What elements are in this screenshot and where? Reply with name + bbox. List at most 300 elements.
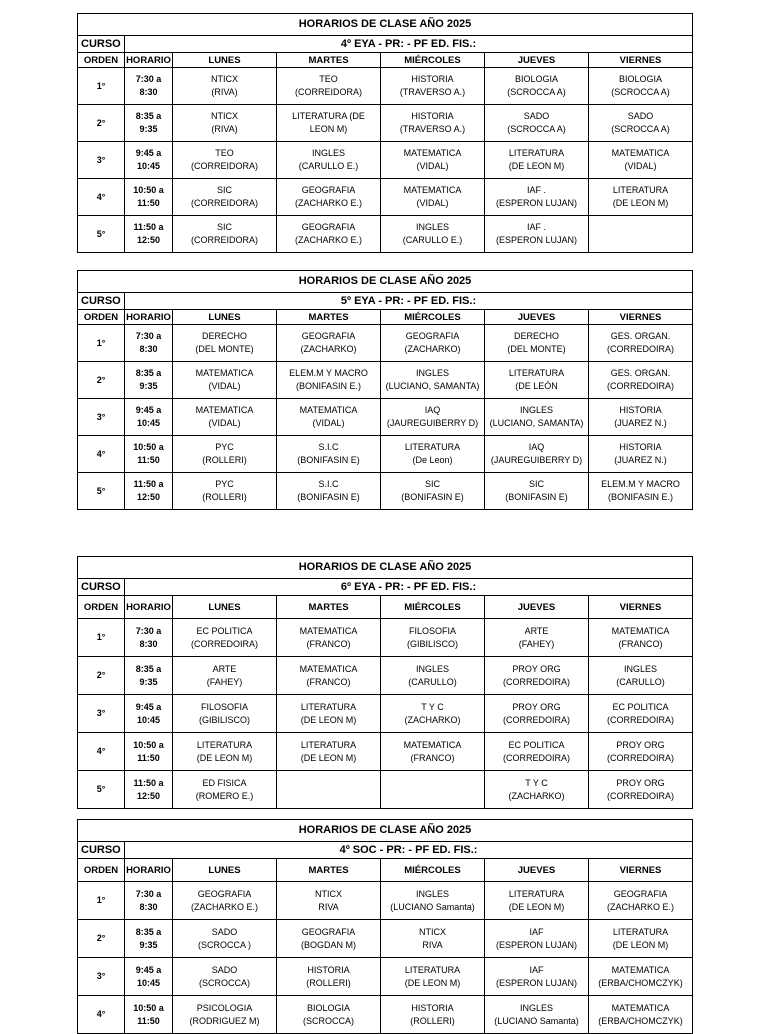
class-cell — [485, 399, 589, 436]
teacher-name: (SCROCCA) — [303, 1015, 354, 1026]
subject-name: ARTE — [524, 625, 549, 636]
class-cell — [173, 399, 277, 436]
time-start: 9:45 a — [135, 701, 162, 712]
teacher-name: (CORREDOIRA) — [607, 752, 675, 763]
subject-name: PROY ORG — [512, 701, 561, 712]
subject-name: LITERATURA (DE — [292, 111, 365, 121]
schedule-table-2 — [77, 270, 692, 510]
class-cell — [277, 68, 381, 105]
period-number: 3° — [78, 958, 125, 996]
period-row — [78, 920, 693, 958]
class-cell — [381, 771, 485, 809]
class-cell — [277, 619, 381, 657]
class-cell — [589, 362, 693, 399]
class-cell — [589, 68, 693, 105]
class-cell — [381, 733, 485, 771]
subject-name: MATEMATICA — [299, 625, 358, 636]
teacher-name: (JAUREGUIBERRY D) — [490, 455, 583, 465]
class-cell — [485, 436, 589, 473]
teacher-name: (CORREDOIRA) — [503, 714, 570, 725]
class-cell — [485, 920, 589, 958]
class-cell — [173, 733, 277, 771]
time-end: 8:30 — [139, 87, 158, 97]
period-time — [125, 771, 173, 809]
subject-name: MATEMATICA — [195, 368, 254, 378]
subject-name: LITERATURA — [612, 185, 669, 195]
subject-name: BIOLOGIA — [514, 74, 558, 84]
period-number: 5° — [78, 771, 125, 809]
class-cell — [173, 362, 277, 399]
teacher-name: (CORREDOIRA) — [607, 790, 675, 801]
period-time — [125, 695, 173, 733]
column-header: LUNES — [173, 53, 277, 68]
teacher-name: (CARULLO) — [408, 676, 457, 687]
subject-name: LITERATURA — [404, 964, 461, 975]
header-row — [78, 53, 693, 68]
subject-name: HISTORIA — [619, 405, 662, 415]
class-cell — [485, 958, 589, 996]
subject-name: SADO — [211, 964, 238, 975]
subject-name: S.I.C — [318, 442, 339, 452]
subject-name: GEOGRAFIA — [405, 331, 460, 341]
period-number: 1° — [78, 619, 125, 657]
subject-name: PYC — [215, 479, 234, 489]
subject-name: MATEMATICA — [299, 405, 358, 415]
period-time — [125, 882, 173, 920]
class-cell — [277, 362, 381, 399]
class-cell — [589, 733, 693, 771]
teacher-name: (CORREDOIRA) — [191, 638, 258, 649]
time-end: 12:50 — [136, 235, 161, 245]
class-cell — [277, 179, 381, 216]
subject-name: INGLES — [415, 222, 449, 232]
teacher-name: (CARULLO E.) — [402, 235, 463, 245]
subject-name: HISTORIA — [619, 442, 662, 452]
period-time — [125, 958, 173, 996]
class-cell — [381, 399, 485, 436]
column-header: HORARIO — [126, 54, 171, 66]
column-header: ORDEN — [78, 53, 125, 68]
teacher-name: (ZACHARKO) — [404, 714, 461, 725]
teacher-name: (LUCIANO, SAMANTA) — [385, 381, 480, 391]
column-header: LUNES — [173, 310, 277, 325]
period-time — [125, 996, 173, 1034]
teacher-name: (TRAVERSO A.) — [399, 124, 466, 134]
teacher-name: (ZACHARKO) — [300, 344, 357, 354]
class-cell — [277, 473, 381, 510]
subject-name: MATEMATICA — [611, 148, 670, 158]
teacher-name: (RIVA) — [211, 124, 238, 134]
title-row — [78, 557, 693, 579]
period-time — [125, 473, 173, 510]
subject-name: GEOGRAFIA — [301, 185, 356, 195]
subject-name: PROY ORG — [616, 739, 665, 750]
teacher-name: (SCROCCA) — [199, 977, 250, 988]
teacher-name: (ESPERON LUJAN) — [495, 235, 577, 245]
period-number: 4° — [78, 733, 125, 771]
teacher-name: (ZACHARKO) — [404, 344, 461, 354]
period-row — [78, 473, 693, 510]
teacher-name: (CORREDOIRA) — [607, 714, 675, 725]
class-cell — [173, 657, 277, 695]
period-number: 3° — [78, 695, 125, 733]
teacher-name: (BONIFASIN E) — [505, 492, 568, 502]
time-start: 8:35 a — [135, 111, 162, 121]
class-cell — [173, 105, 277, 142]
period-number: 1° — [78, 882, 125, 920]
class-cell — [485, 105, 589, 142]
column-header: LUNES — [173, 596, 277, 619]
teacher-name: (VIDAL) — [208, 381, 241, 391]
curso-label: CURSO — [78, 293, 125, 310]
column-header: HORARIO — [125, 859, 173, 882]
subject-name: PROY ORG — [512, 663, 561, 674]
class-cell — [381, 216, 485, 253]
subject-name: NTICX — [315, 888, 342, 899]
subject-name: MATEMATICA — [611, 1002, 670, 1013]
subject-name: IAF — [529, 926, 544, 937]
class-cell — [485, 882, 589, 920]
class-cell — [589, 958, 693, 996]
class-cell — [381, 958, 485, 996]
subject-name: GEOGRAFIA — [613, 888, 668, 899]
column-header: VIERNES — [589, 310, 693, 325]
subject-name: LITERATURA — [612, 926, 669, 937]
period-row — [78, 958, 693, 996]
curso-value: 4º SOC - PR: - PF ED. FIS.: — [125, 842, 693, 859]
class-cell — [277, 105, 381, 142]
class-cell — [277, 657, 381, 695]
teacher-name: (ZACHARKO E.) — [607, 901, 675, 912]
class-cell — [381, 105, 485, 142]
class-cell — [485, 473, 589, 510]
time-start: 11:50 a — [133, 222, 164, 232]
teacher-name: (FRANCO) — [306, 638, 351, 649]
period-row — [78, 216, 693, 253]
class-cell — [485, 619, 589, 657]
column-header: VIERNES — [589, 596, 693, 619]
teacher-name: (BONIFASIN E) — [401, 492, 464, 502]
period-time — [125, 657, 173, 695]
column-header: MARTES — [277, 53, 381, 68]
schedule-table-3 — [77, 556, 692, 809]
teacher-name: (LUCIANO Samanta) — [494, 1015, 579, 1026]
time-start: 7:30 a — [135, 331, 162, 341]
teacher-name: (VIDAL) — [416, 161, 449, 171]
teacher-name: (CORREDOIRA) — [607, 381, 675, 391]
time-start: 10:50 a — [133, 185, 164, 195]
teacher-name: (ERBA/CHOMCZYK) — [598, 977, 683, 988]
teacher-name: (VIDAL) — [208, 418, 241, 428]
class-cell — [173, 436, 277, 473]
subject-name: LITERATURA — [300, 701, 357, 712]
teacher-name: (SCROCCA A) — [611, 124, 670, 134]
schedule-title: HORARIOS DE CLASE AÑO 2025 — [78, 557, 693, 579]
subject-name: MATEMATICA — [611, 625, 670, 636]
teacher-name: (FAHEY) — [206, 676, 243, 687]
schedule-table-1 — [77, 13, 692, 253]
subject-name: ED FISICA — [202, 777, 247, 788]
class-cell — [381, 695, 485, 733]
subject-name: MATEMATICA — [403, 148, 462, 158]
time-end: 10:45 — [136, 714, 161, 725]
class-cell — [485, 142, 589, 179]
period-time — [125, 68, 173, 105]
teacher-name: (FRANCO) — [306, 676, 351, 687]
curso-value: 4º EYA - PR: - PF ED. FIS.: — [125, 36, 693, 53]
period-number: 5° — [78, 216, 125, 253]
class-cell — [381, 68, 485, 105]
teacher-name: (BONIFASIN E.) — [608, 492, 674, 502]
timetable — [77, 819, 693, 1034]
subject-name: MATEMATICA — [403, 185, 462, 195]
subject-name: FILOSOFIA — [408, 625, 456, 636]
subject-name: INGLES — [415, 368, 449, 378]
teacher-name: (ESPERON LUJAN) — [495, 939, 577, 950]
subject-name: MATEMATICA — [299, 663, 358, 674]
class-cell — [277, 695, 381, 733]
class-cell — [381, 657, 485, 695]
subject-name: INGLES — [519, 405, 553, 415]
teacher-name: (BONIFASIN E) — [297, 455, 360, 465]
class-cell — [381, 473, 485, 510]
period-time — [125, 436, 173, 473]
class-cell — [381, 882, 485, 920]
subject-name: GEOGRAFIA — [301, 222, 356, 232]
column-header: HORARIO — [126, 311, 171, 323]
teacher-name: (DE LEON M) — [612, 939, 669, 950]
subject-name: GEOGRAFIA — [197, 888, 252, 899]
teacher-name: (DE LEON M) — [196, 752, 253, 763]
class-cell — [173, 142, 277, 179]
teacher-name: (ZACHARKO E.) — [190, 901, 258, 912]
class-cell — [485, 771, 589, 809]
teacher-name: (ZACHARKO) — [508, 790, 565, 801]
teacher-name: (ROLLERI) — [410, 1015, 455, 1026]
class-cell — [277, 733, 381, 771]
teacher-name: (RODRIGUEZ M) — [189, 1015, 260, 1026]
timetable — [77, 270, 693, 510]
teacher-name: (GIBILISCO) — [198, 714, 250, 725]
class-cell — [277, 996, 381, 1034]
curso-row — [78, 293, 693, 310]
subject-name: SADO — [523, 111, 550, 121]
class-cell — [589, 657, 693, 695]
subject-name: HISTORIA — [411, 74, 454, 84]
class-cell — [173, 216, 277, 253]
teacher-name: (ROLLERI) — [202, 455, 247, 465]
class-cell — [277, 958, 381, 996]
teacher-name: (DE LEON M) — [508, 161, 565, 171]
teacher-name: (DE LEÓN — [515, 381, 558, 391]
subject-name: INGLES — [415, 888, 449, 899]
time-start: 9:45 a — [135, 964, 162, 975]
time-start: 11:50 a — [133, 479, 164, 489]
class-cell — [277, 399, 381, 436]
subject-name: ARTE — [212, 663, 237, 674]
column-header: JUEVES — [485, 596, 589, 619]
column-header: MIÉRCOLES — [381, 53, 485, 68]
period-row — [78, 179, 693, 216]
teacher-name: (VIDAL) — [416, 198, 449, 208]
class-cell — [485, 216, 589, 253]
teacher-name: (JUAREZ N.) — [614, 455, 667, 465]
teacher-name: (ERBA/CHOMCZYK) — [598, 1015, 683, 1026]
teacher-name: (DE LEON M) — [612, 198, 669, 208]
period-number: 1° — [78, 325, 125, 362]
column-header: MIÉRCOLES — [381, 596, 485, 619]
class-cell — [485, 68, 589, 105]
period-time — [125, 733, 173, 771]
period-time — [125, 325, 173, 362]
class-cell — [173, 473, 277, 510]
teacher-name: (CARULLO E.) — [298, 161, 359, 171]
column-header: VIERNES — [589, 53, 693, 68]
period-number: 4° — [78, 996, 125, 1034]
subject-name: IAQ — [424, 405, 441, 415]
title-row — [78, 14, 693, 36]
teacher-name: (CORREIDORA) — [191, 235, 258, 245]
class-cell — [589, 882, 693, 920]
class-cell — [485, 179, 589, 216]
teacher-name: (BOGDAN M) — [301, 939, 356, 950]
subject-name: TEO — [215, 148, 234, 158]
subject-name: SIC — [216, 185, 232, 195]
column-header: MARTES — [277, 859, 381, 882]
teacher-name: (SCROCCA A) — [611, 87, 670, 97]
timetable — [77, 13, 693, 253]
class-cell — [173, 619, 277, 657]
time-start: 7:30 a — [135, 625, 162, 636]
teacher-name: (CORREDOIRA) — [503, 752, 570, 763]
curso-label: CURSO — [78, 579, 125, 596]
subject-name: EC POLITICA — [508, 739, 565, 750]
teacher-name: (ZACHARKO E.) — [294, 235, 362, 245]
teacher-name: (ROMERO E.) — [195, 790, 254, 801]
teacher-name: (ESPERON LUJAN) — [495, 977, 577, 988]
subject-name: SADO — [627, 111, 654, 121]
subject-name: IAF — [529, 964, 544, 975]
period-number: 5° — [78, 473, 125, 510]
subject-name: LITERATURA — [508, 148, 565, 158]
curso-label: CURSO — [78, 36, 125, 53]
subject-name: FILOSOFIA — [200, 701, 248, 712]
period-row — [78, 996, 693, 1034]
time-end: 8:30 — [139, 901, 158, 912]
time-start: 9:45 a — [135, 405, 162, 415]
subject-name: GES. ORGAN. — [610, 331, 671, 341]
teacher-name: RIVA — [422, 939, 443, 950]
period-row — [78, 695, 693, 733]
teacher-name: (JAUREGUIBERRY D) — [386, 418, 479, 428]
subject-name: GEOGRAFIA — [301, 331, 356, 341]
period-time — [125, 362, 173, 399]
curso-value: 6º EYA - PR: - PF ED. FIS.: — [125, 579, 693, 596]
subject-name: ELEM.M Y MACRO — [289, 368, 368, 378]
curso-row — [78, 36, 693, 53]
subject-name: DERECHO — [513, 331, 559, 341]
teacher-name: (De Leon) — [412, 455, 453, 465]
class-cell — [589, 436, 693, 473]
time-start: 11:50 a — [133, 777, 164, 788]
class-cell — [589, 996, 693, 1034]
time-start: 10:50 a — [133, 739, 164, 750]
period-number: 2° — [78, 362, 125, 399]
subject-name: NTICX — [419, 926, 446, 937]
subject-name: LITERATURA — [196, 739, 253, 750]
class-cell — [277, 325, 381, 362]
period-time — [125, 216, 173, 253]
subject-name: T Y C — [421, 701, 444, 712]
period-row — [78, 619, 693, 657]
class-cell — [381, 142, 485, 179]
period-row — [78, 436, 693, 473]
time-end: 9:35 — [139, 124, 158, 134]
teacher-name: (SCROCCA A) — [507, 124, 566, 134]
class-cell — [381, 436, 485, 473]
teacher-name: (RIVA) — [211, 87, 238, 97]
column-header: MARTES — [277, 596, 381, 619]
time-end: 9:35 — [139, 676, 158, 687]
time-end: 11:50 — [137, 1015, 160, 1026]
teacher-name: (CORREIDORA) — [191, 198, 258, 208]
period-row — [78, 325, 693, 362]
period-time — [125, 179, 173, 216]
teacher-name: (FRANCO) — [618, 638, 663, 649]
column-header: HORARIO — [125, 596, 173, 619]
period-number: 2° — [78, 657, 125, 695]
period-row — [78, 362, 693, 399]
teacher-name: (JUAREZ N.) — [614, 418, 667, 428]
subject-name: INGLES — [624, 663, 658, 674]
teacher-name: (GIBILISCO) — [406, 638, 458, 649]
class-cell — [589, 619, 693, 657]
time-start: 10:50 a — [133, 442, 164, 452]
teacher-name: (CARULLO) — [616, 676, 665, 687]
class-cell — [589, 105, 693, 142]
subject-name: LITERATURA — [508, 888, 565, 899]
time-end: 8:30 — [139, 638, 158, 649]
subject-name: HISTORIA — [411, 111, 454, 121]
subject-name: GES. ORGAN. — [610, 368, 671, 378]
teacher-name: (SCROCCA ) — [197, 939, 251, 950]
subject-name: SADO — [211, 926, 238, 937]
teacher-name: (TRAVERSO A.) — [399, 87, 466, 97]
class-cell — [485, 362, 589, 399]
class-cell — [277, 771, 381, 809]
time-end: 10:45 — [136, 418, 161, 428]
subject-name: NTICX — [211, 111, 238, 121]
class-cell — [381, 179, 485, 216]
class-cell — [485, 996, 589, 1034]
teacher-name: (DE LEON M) — [508, 901, 565, 912]
period-number: 3° — [78, 142, 125, 179]
subject-name: SIC — [528, 479, 544, 489]
class-cell — [381, 996, 485, 1034]
curso-row — [78, 579, 693, 596]
subject-name: EC POLITICA — [612, 701, 669, 712]
period-number: 2° — [78, 920, 125, 958]
teacher-name: (BONIFASIN E.) — [295, 381, 361, 391]
teacher-name: (VIDAL) — [624, 161, 657, 171]
subject-name: HISTORIA — [307, 964, 350, 975]
subject-name: HISTORIA — [411, 1002, 454, 1013]
time-start: 7:30 a — [135, 74, 162, 84]
teacher-name: LEON M) — [309, 124, 348, 134]
subject-name: INGLES — [311, 148, 345, 158]
class-cell — [173, 771, 277, 809]
class-cell — [485, 325, 589, 362]
